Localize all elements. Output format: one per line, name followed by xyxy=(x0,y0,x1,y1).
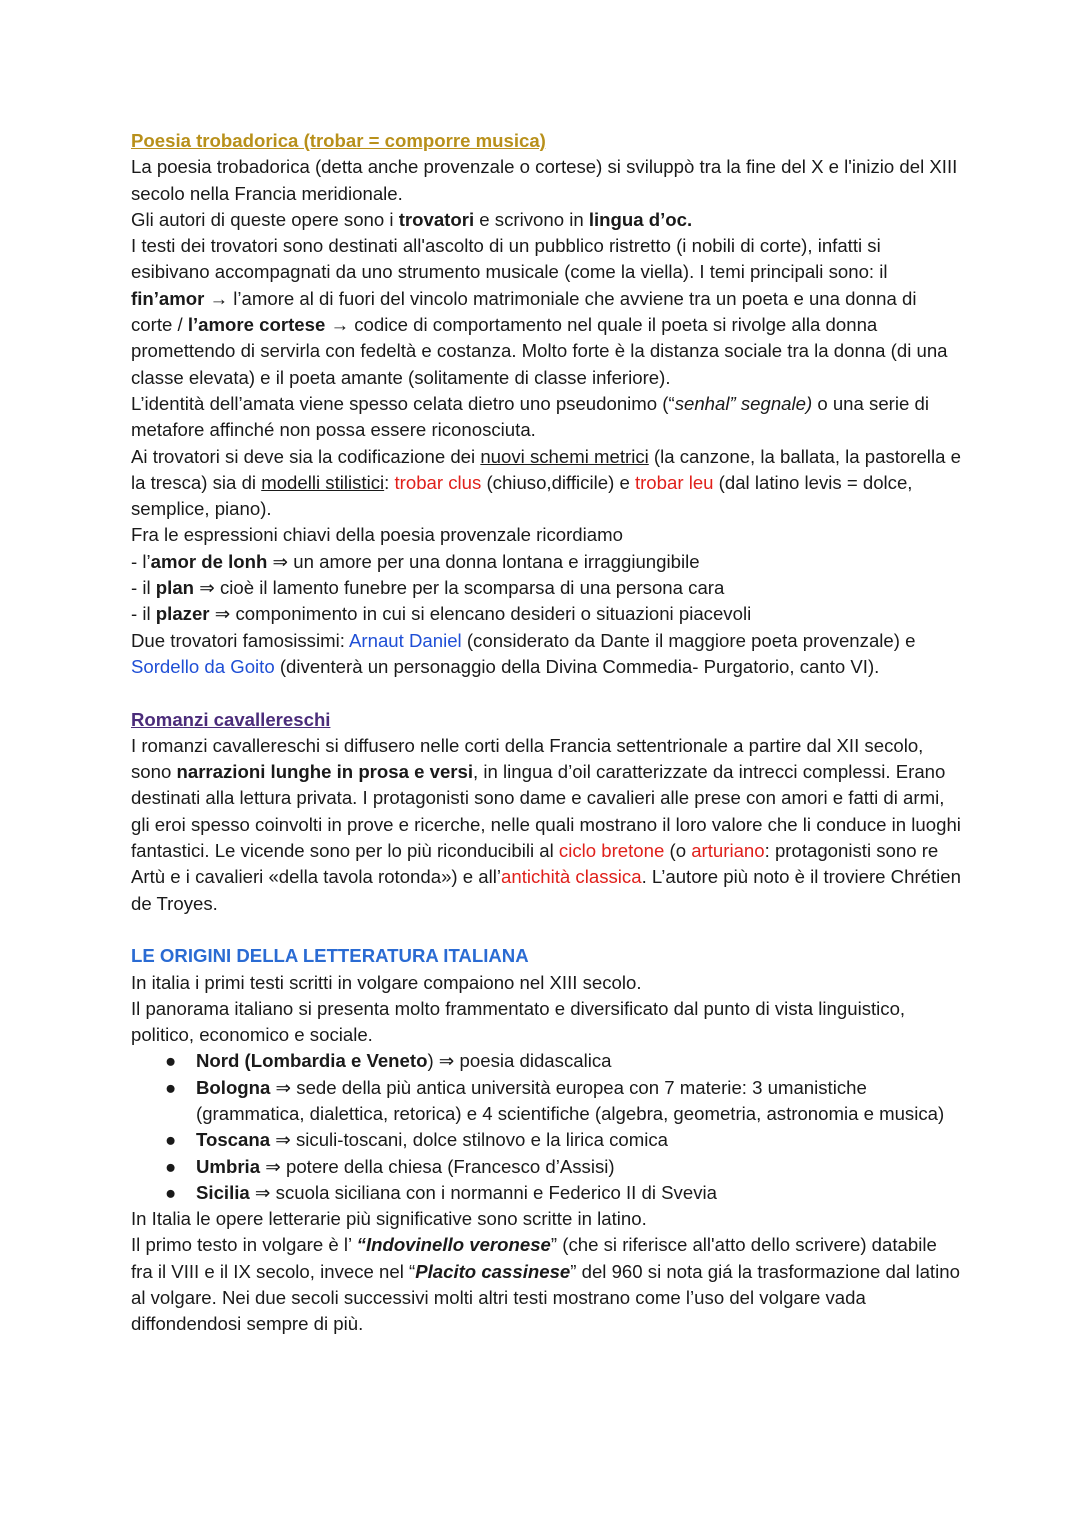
bold-text: Nord (Lombardia e Veneto xyxy=(196,1050,428,1072)
bullet-icon: ● xyxy=(165,1155,177,1177)
text: (la canzone, la ballata, la pastorella e la tresca) sia di xyxy=(131,445,961,493)
region-list xyxy=(131,1048,961,1206)
text: (considerato da Dante il maggiore poeta provenzale) e xyxy=(461,629,916,651)
paragraph: In Italia le opere letterarie più significative sono scritte in latino. xyxy=(131,1208,647,1230)
text: ⇒ siculi-toscani, dolce stilnovo e la lirica comica xyxy=(270,1129,668,1151)
text: - il xyxy=(131,603,156,625)
text: o una serie di metafore affinché non possa essere riconosciuta. xyxy=(131,392,929,441)
blue-text: Sordello da Goito xyxy=(131,655,275,677)
text: (o xyxy=(664,840,692,862)
paragraph: La poesia trobadorica (detta anche provenzale o cortese) si sviluppò tra la fine del X e l'inizio del XIII secolo nella Francia meridionale. xyxy=(131,156,958,204)
text: - il xyxy=(131,577,156,599)
underlined-text: modelli stilistici xyxy=(261,471,385,493)
bold-italic-text: Placito cassinese xyxy=(415,1260,571,1282)
text: (dal latino levis = dolce, semplice, piano). xyxy=(131,471,913,520)
underlined-text: nuovi schemi metrici xyxy=(480,445,649,467)
paragraph: Fra le espressioni chiavi della poesia provenzale ricordiamo xyxy=(131,524,623,546)
red-text: antichità classica xyxy=(501,866,642,888)
bold-text: Sicilia xyxy=(196,1181,250,1203)
text: Gli autori di queste opere sono i xyxy=(131,208,399,230)
red-text: trobar leu xyxy=(634,471,714,493)
bullet-icon: ● xyxy=(165,1129,177,1151)
paragraph xyxy=(131,628,961,681)
section-heading: LE ORIGINI DELLA LETTERATURA ITALIANA xyxy=(131,945,529,967)
bold-text: trovatori xyxy=(398,208,475,230)
text: ” (che si riferisce all'atto dello scrivere) databile fra il VIII e il IX secolo, invece nel “ xyxy=(131,1234,937,1282)
bold-italic-text: “Indovinello veronese xyxy=(356,1234,551,1256)
text: (chiuso,difficile) e xyxy=(481,471,635,493)
bold-text: plan xyxy=(155,577,195,599)
section-heading: Poesia trobadorica (trobar = comporre musica) xyxy=(131,130,546,151)
section-poesia-trobadorica xyxy=(131,128,961,680)
text: ⇒ potere della chiesa (Francesco d’Assisi) xyxy=(260,1155,615,1177)
paragraph xyxy=(131,444,961,523)
text: ⇒ un amore per una donna lontana e irraggiungibile xyxy=(267,550,700,572)
text: ⇒ scuola siciliana con i normanni e Federico II di Svevia xyxy=(249,1181,717,1203)
bold-text: Toscana xyxy=(196,1129,271,1151)
red-text: arturiano xyxy=(691,840,765,862)
text: ⇒ componimento in cui si elencano desideri o situazioni piacevoli xyxy=(209,603,752,625)
section-heading: Romanzi cavallereschi xyxy=(131,708,331,730)
section-origini-letteratura xyxy=(131,943,961,1337)
text: : xyxy=(384,471,395,493)
paragraph: Il panorama italiano si presenta molto frammentato e diversificato dal punto di vista linguistico, politico, economico e sociale. xyxy=(131,997,906,1046)
text: L’identità dell’amata viene spesso celata dietro uno pseudonimo (“ xyxy=(131,392,675,414)
list-item xyxy=(131,1180,961,1206)
text: ⇒ sede della più antica università europea con 7 materie: 3 umanistiche (grammatica, dialettica, retorica) e 4 scientifiche (algebra, geometria, astronomia e musica) xyxy=(196,1076,945,1124)
bold-text: plazer xyxy=(155,603,210,625)
text: . L’autore più noto è il troviere Chrétien de Troyes. xyxy=(131,866,961,914)
bullet-icon: ● xyxy=(165,1076,177,1098)
bullet-icon: ● xyxy=(165,1181,177,1203)
bold-text: narrazioni lunghe in prosa e versi xyxy=(176,761,474,783)
bold-text: Bologna xyxy=(196,1076,271,1098)
text: ” del 960 si nota giá la trasformazione dal latino al volgare. Nei due secoli successivi molti altri testi mostrano come l’uso del volgare vada diffondendosi sempre di più. xyxy=(131,1260,960,1335)
bold-text: l’amore cortese xyxy=(187,314,326,336)
text: ⇒ cioè il lamento funebre per la scomparsa di una persona cara xyxy=(194,577,725,599)
text: → codice di comportamento nel quale il poeta si rivolge alla donna promettendo di servirla con fedeltà e costanza. Molto forte è la distanza sociale tra la donna (di una classe elevata) e il poeta amante (solitamente di classe inferiore). xyxy=(131,314,948,388)
list-item xyxy=(131,1075,961,1128)
blue-text: Arnaut Daniel xyxy=(349,629,462,651)
italic-text: senhal” segnale) xyxy=(674,392,813,414)
text: Il primo testo in volgare è l’ xyxy=(131,1234,357,1256)
text: - l’ xyxy=(131,550,151,572)
text: Due trovatori famosissimi: xyxy=(131,629,350,651)
list-item xyxy=(131,601,961,627)
paragraph xyxy=(131,207,961,233)
bold-text: fin’amor xyxy=(131,287,205,309)
list-item xyxy=(131,1048,961,1074)
text: (diventerà un personaggio della Divina Commedia- Purgatorio, canto VI). xyxy=(274,655,880,677)
text: , in lingua d’oil caratterizzate da intrecci complessi. Erano destinati alla lettura privata. I protagonisti sono dame e cavalieri alle prese con amori e fatti di armi, gli eroi spesso coinvolti in prove e ricerche, nelle quali mostrano il loro valore che li conduce in luoghi fantastici. Le vicende sono per lo più riconducibili al xyxy=(131,761,961,862)
text: e scrivono in xyxy=(474,208,589,230)
text: I testi dei trovatori sono destinati all'ascolto di un pubblico ristretto (i nobili di corte), infatti si esibivano accompagnati da uno strumento musicale (come la viella). I temi principali sono: il xyxy=(131,235,888,283)
paragraph xyxy=(131,391,961,444)
list-item xyxy=(131,575,961,601)
text: I romanzi cavallereschi si diffusero nelle corti della Francia settentrionale a partire dal XII secolo, sono xyxy=(131,734,924,783)
list-item xyxy=(131,1127,961,1153)
text: ) ⇒ poesia didascalica xyxy=(427,1050,612,1072)
paragraph: In italia i primi testi scritti in volgare compaiono nel XIII secolo. xyxy=(131,971,642,993)
text: → l’amore al di fuori del vincolo matrimoniale che avviene tra un poeta e una donna di corte / xyxy=(131,287,917,336)
text: : protagonisti sono re Artù e i cavalieri «della tavola rotonda») e all’ xyxy=(131,840,939,888)
list-item xyxy=(131,549,961,575)
section-romanzi-cavallereschi xyxy=(131,707,961,917)
red-text: trobar clus xyxy=(394,471,482,493)
list-item xyxy=(131,1154,961,1180)
paragraph xyxy=(131,233,961,391)
bold-text: Umbria xyxy=(196,1155,261,1177)
bold-text: lingua d’oc. xyxy=(588,208,693,230)
bold-text: amor de lonh xyxy=(150,550,268,572)
bullet-icon: ● xyxy=(165,1050,177,1072)
red-text: ciclo bretone xyxy=(558,840,665,862)
document-page xyxy=(131,128,961,1364)
paragraph xyxy=(131,1232,961,1337)
paragraph xyxy=(131,733,961,917)
text: Ai trovatori si deve sia la codificazione dei xyxy=(131,445,481,467)
